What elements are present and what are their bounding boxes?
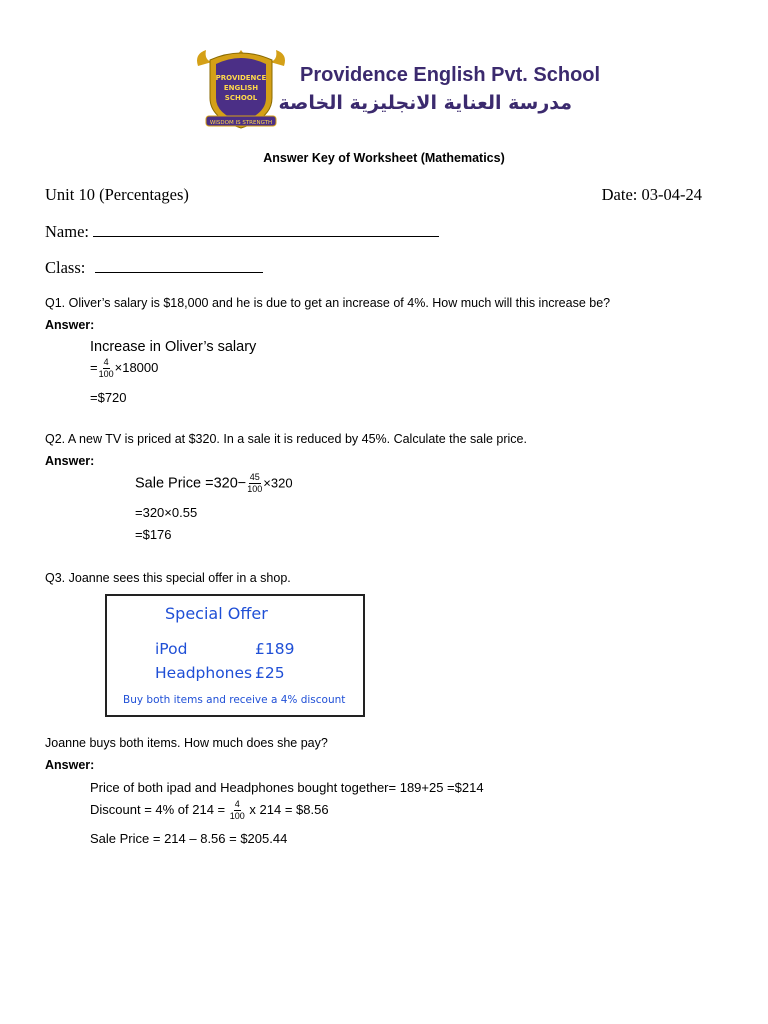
q2-frac-den: 100 xyxy=(247,484,263,494)
offer-price-headphones: £25 xyxy=(255,664,285,682)
offer-item-ipod: iPod xyxy=(155,640,188,658)
q3-line3: Sale Price = 214 – 8.56 = $205.44 xyxy=(90,831,288,846)
q1-frac-den: 100 xyxy=(98,369,114,379)
name-blank-line xyxy=(93,222,439,237)
q1-heading: Increase in Oliver’s salary xyxy=(90,339,257,355)
q2-fraction xyxy=(247,473,262,494)
q2-line2: =320×0.55 xyxy=(135,505,198,520)
q3-question: Q3. Joanne sees this special offer in a shop. xyxy=(45,571,291,585)
q1-question: Q1. Oliver’s salary is $18,000 and he is due to get an increase of 4%. How much will this increase be? xyxy=(45,296,611,310)
q2-question: Q2. A new TV is priced at $320. In a sale it is reduced by 45%. Calculate the sale price. xyxy=(45,432,527,446)
q3-frac-num: 4 xyxy=(234,799,240,809)
unit-label: Unit 10 (Percentages) xyxy=(45,185,189,204)
q2-answer-label: Answer: xyxy=(45,454,95,468)
q2-line1 xyxy=(135,473,293,494)
school-name-english: Providence English Pvt. School xyxy=(300,64,601,86)
q2-line1-prefix: Sale Price =320− xyxy=(135,475,247,492)
q3-line2 xyxy=(90,800,329,821)
q3-answer-label: Answer: xyxy=(45,758,95,772)
q1-frac-num: 4 xyxy=(103,357,109,367)
q3-frac-den: 100 xyxy=(229,811,245,821)
q3-line2-prefix: Discount = 4% of 214 = xyxy=(90,801,229,817)
q1-line2: =$720 xyxy=(90,390,127,405)
q1-line1-suffix: ×18000 xyxy=(114,359,159,375)
q1-answer-label: Answer: xyxy=(45,318,95,332)
q1-line1-prefix: = xyxy=(90,359,98,375)
offer-item-headphones: Headphones xyxy=(155,664,253,682)
q2-line3: =$176 xyxy=(135,527,172,542)
date-label: Date: 03-04-24 xyxy=(601,185,702,204)
q2-frac-num: 45 xyxy=(249,472,260,482)
q2-line1-suffix: ×320 xyxy=(263,475,293,491)
q3-line1: Price of both ipad and Headphones bought together= 189+25 =$214 xyxy=(90,780,484,795)
class-label: Class: xyxy=(45,258,86,277)
crest-text-3: SCHOOL xyxy=(224,94,258,102)
class-field xyxy=(45,258,263,278)
offer-price-ipod: £189 xyxy=(255,640,295,658)
school-crest-logo xyxy=(192,46,290,134)
q3-line2-suffix: x 214 = $8.56 xyxy=(245,801,329,817)
crest-text-1: PROVIDENCE xyxy=(215,74,267,82)
q1-line1 xyxy=(90,358,158,379)
page-title: Answer Key of Worksheet (Mathematics) xyxy=(263,151,505,165)
name-label: Name: xyxy=(45,222,89,241)
class-blank-line xyxy=(95,258,263,273)
school-name-arabic: مدرسة العناية الانجليزية الخاصة xyxy=(278,92,572,114)
name-field xyxy=(45,222,439,242)
offer-title: Special Offer xyxy=(165,604,268,623)
q1-fraction xyxy=(99,358,114,379)
crest-text-2: ENGLISH xyxy=(223,84,259,92)
q3-fraction xyxy=(230,800,245,821)
q3-followup: Joanne buys both items. How much does she pay? xyxy=(45,736,328,750)
special-offer-box xyxy=(105,594,365,717)
crest-motto: WISDOM IS STRENGTH xyxy=(209,120,273,126)
offer-discount-note: Buy both items and receive a 4% discount xyxy=(123,694,346,706)
